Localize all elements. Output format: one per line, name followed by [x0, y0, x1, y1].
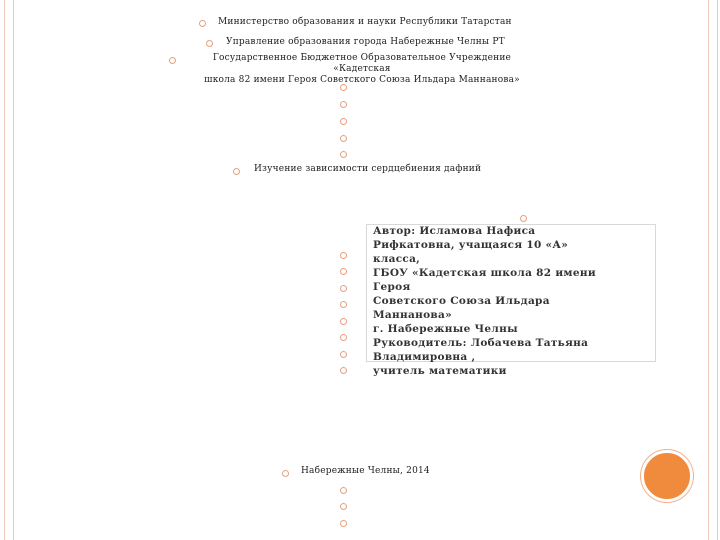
empty-bullet — [340, 252, 347, 259]
school-name-line-2: школа 82 имени Героя Советского Союза Ильдара Маннанова» — [204, 75, 520, 85]
empty-bullet — [340, 285, 347, 292]
school-name — [186, 53, 538, 86]
author-line-4: Советского Союза Ильдара Маннанова» — [373, 295, 550, 321]
empty-bullet — [520, 215, 527, 222]
empty-bullet — [340, 268, 347, 275]
left-decorative-frame — [4, 0, 14, 540]
school-name-line-1: Государственное Бюджетное Образовательное Учреждение «Кадетская — [212, 53, 512, 74]
department-line: Управление образования города Набережные Челны РТ — [226, 37, 505, 47]
empty-bullet — [340, 367, 347, 374]
empty-bullet — [340, 301, 347, 308]
bullet-marker — [282, 470, 289, 477]
author-line-7: Владимировна , — [373, 351, 476, 363]
author-line-8: учитель математики — [373, 365, 507, 377]
right-decorative-frame — [708, 0, 718, 540]
decorative-orange-circle — [641, 450, 693, 502]
empty-bullet — [340, 520, 347, 527]
author-line-3: ГБОУ «Кадетская школа 82 имени Героя — [373, 267, 596, 293]
empty-bullet — [340, 84, 347, 91]
author-line-2: Рифкатовна, учащаяся 10 «А» класса, — [373, 239, 569, 265]
author-line-6: Руководитель: Лобачева Татьяна — [373, 337, 589, 349]
empty-bullet — [340, 351, 347, 358]
author-line-1: Автор: Исламова Нафиса — [373, 225, 536, 237]
work-title: Изучение зависимости сердцебиения дафний — [254, 164, 482, 174]
empty-bullet — [340, 135, 347, 142]
city-year: Набережные Челны, 2014 — [301, 466, 430, 476]
author-info — [373, 224, 613, 378]
author-line-5: г. Набережные Челны — [373, 323, 518, 335]
bullet-marker — [233, 168, 240, 175]
empty-bullet — [340, 487, 347, 494]
empty-bullet — [340, 318, 347, 325]
bullet-marker — [169, 57, 176, 64]
empty-bullet — [340, 503, 347, 510]
author-info-box — [366, 224, 656, 377]
empty-bullet — [340, 151, 347, 158]
empty-bullet — [340, 118, 347, 125]
empty-bullet — [340, 334, 347, 341]
bullet-marker — [199, 20, 206, 27]
bullet-marker — [206, 40, 213, 47]
empty-bullet — [340, 101, 347, 108]
ministry-line: Министерство образования и науки Республики Татарстан — [218, 17, 512, 27]
